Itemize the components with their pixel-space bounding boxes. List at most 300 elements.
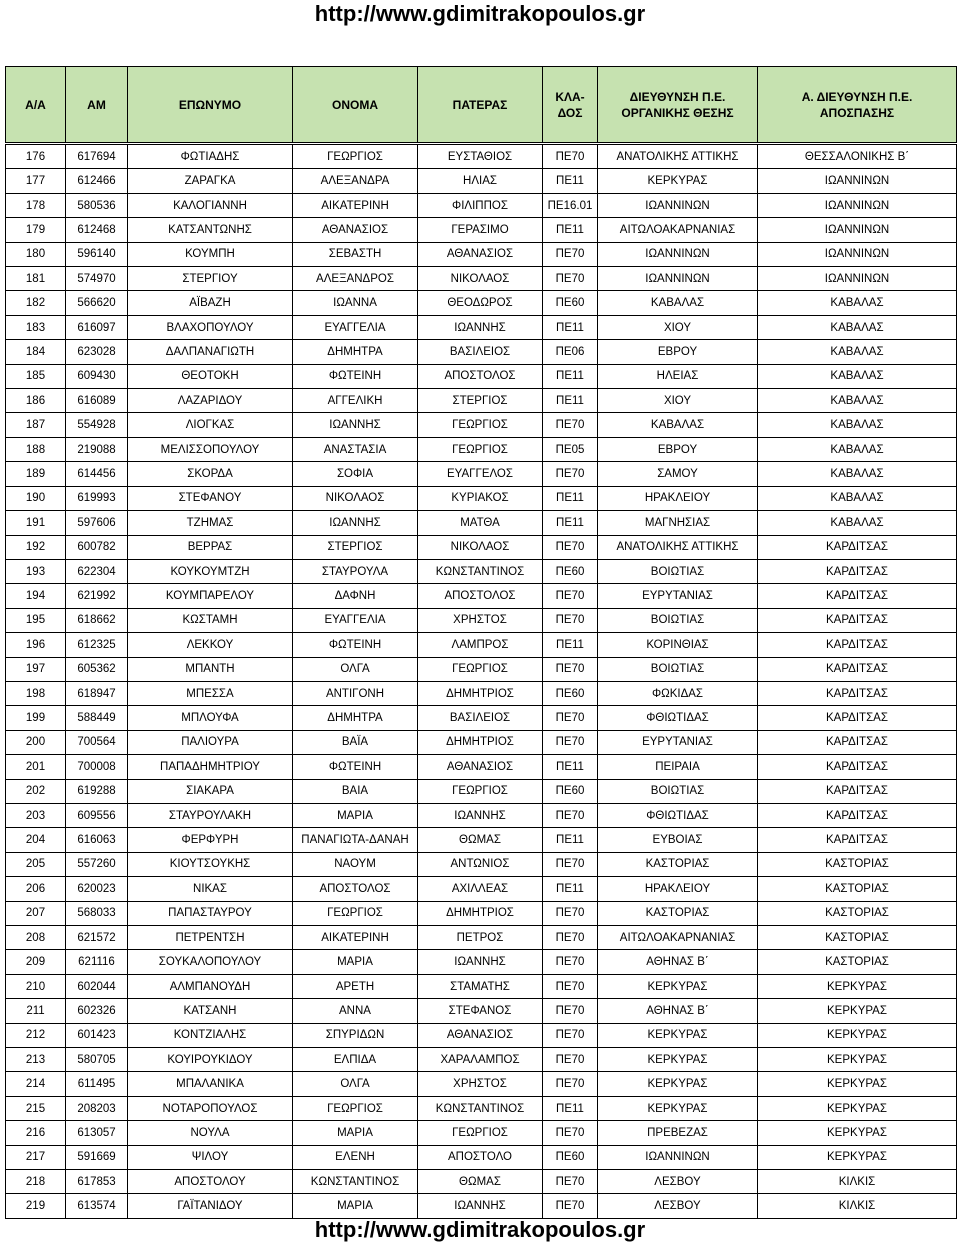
table-row	[6, 145, 957, 169]
table-cell: ΝΑΟΥΜ	[293, 852, 418, 876]
table-row	[6, 340, 957, 364]
table-cell: ΑΝΑΤΟΛΙΚΗΣ ΑΤΤΙΚΗΣ	[598, 535, 758, 559]
table-cell: ΙΩΑΝΝΗΣ	[293, 413, 418, 437]
table-cell: 619993	[66, 486, 128, 510]
table-cell: 621572	[66, 926, 128, 950]
table-cell: ΓΕΩΡΓΙΟΣ	[418, 1121, 543, 1145]
table-row	[6, 706, 957, 730]
table-cell: ΝΟΤΑΡΟΠΟΥΛΟΣ	[128, 1096, 293, 1120]
table-cell: ΚΑΒΑΛΑΣ	[758, 511, 957, 535]
table-cell: ΚΑΡΔΙΤΣΑΣ	[758, 803, 957, 827]
table-cell: 195	[6, 608, 66, 632]
table-cell: 190	[6, 486, 66, 510]
table-cell: ΚΕΡΚΥΡΑΣ	[598, 1023, 758, 1047]
table-cell: ΚΑΣΤΟΡΙΑΣ	[758, 901, 957, 925]
table-cell: 178	[6, 193, 66, 217]
table-cell: ΠΕ11	[543, 633, 598, 657]
table-cell: ΣΤΕΦΑΝΟΣ	[418, 999, 543, 1023]
table-cell: ΠΕ05	[543, 437, 598, 461]
table-cell: ΧΡΗΣΤΟΣ	[418, 608, 543, 632]
table-cell: ΚΑΡΔΙΤΣΑΣ	[758, 633, 957, 657]
table-cell: ΦΕΡΦΥΡΗ	[128, 828, 293, 852]
table-cell: ΒΛΑΧΟΠΟΥΛΟΥ	[128, 315, 293, 339]
table-cell: 622304	[66, 559, 128, 583]
table-cell: ΚΑΡΔΙΤΣΑΣ	[758, 828, 957, 852]
table-cell: 557260	[66, 852, 128, 876]
table-cell: 613057	[66, 1121, 128, 1145]
table-cell: ΠΡΕΒΕΖΑΣ	[598, 1121, 758, 1145]
table-cell: ΒΕΡΡΑΣ	[128, 535, 293, 559]
table-cell: ΜΠΑΛΑΝΙΚΑ	[128, 1072, 293, 1096]
column-header-father: ΠΑΤΕΡΑΣ	[418, 67, 543, 143]
table-cell: 609430	[66, 364, 128, 388]
footer-url[interactable]: http://www.gdimitrakopoulos.gr	[314, 1217, 646, 1242]
table-cell: 617694	[66, 145, 128, 169]
table-cell: ΜΑΓΝΗΣΙΑΣ	[598, 511, 758, 535]
table-cell: 600782	[66, 535, 128, 559]
table-cell: ΠΕ70	[543, 657, 598, 681]
table-cell: ΛΙΟΓΚΑΣ	[128, 413, 293, 437]
table-cell: ΣΤΑΜΑΤΗΣ	[418, 974, 543, 998]
table-cell: ΣΟΥΚΑΛΟΠΟΥΛΟΥ	[128, 950, 293, 974]
table-cell: ΝΟΥΛΑ	[128, 1121, 293, 1145]
table-cell: ΓΕΩΡΓΙΟΣ	[418, 657, 543, 681]
table-cell: ΑΝΑΤΟΛΙΚΗΣ ΑΤΤΙΚΗΣ	[598, 145, 758, 169]
table-cell: ΠΕ11	[543, 169, 598, 193]
table-cell: ΚΑΒΑΛΑΣ	[758, 437, 957, 461]
table-row	[6, 608, 957, 632]
table-cell: ΠΕ70	[543, 535, 598, 559]
table-cell: ΠΕ11	[543, 1096, 598, 1120]
table-cell: ΚΑΒΑΛΑΣ	[598, 291, 758, 315]
table-cell: ΠΕ70	[543, 413, 598, 437]
table-row	[6, 291, 957, 315]
table-cell: ΠΕ11	[543, 315, 598, 339]
table-cell: ΑΝΤΩΝΙΟΣ	[418, 852, 543, 876]
table-cell: ΗΡΑΚΛΕΙΟΥ	[598, 486, 758, 510]
table-cell: ΠΕ60	[543, 559, 598, 583]
table-cell: ΒΑΪΑ	[293, 730, 418, 754]
table-cell: ΙΩΑΝΝΙΝΩΝ	[758, 267, 957, 291]
table-cell: ΙΩΑΝΝΙΝΩΝ	[598, 1145, 758, 1169]
table-cell: ΣΕΒΑΣΤΗ	[293, 242, 418, 266]
table-cell: 205	[6, 852, 66, 876]
table-cell: ΣΤΑΥΡΟΥΛΑΚΗ	[128, 803, 293, 827]
table-cell: ΣΠΥΡΙΔΩΝ	[293, 1023, 418, 1047]
table-cell: ΦΩΚΙΔΑΣ	[598, 681, 758, 705]
table-cell: 602326	[66, 999, 128, 1023]
table-cell: ΨΙΛΟΥ	[128, 1145, 293, 1169]
table-cell: ΠΕ60	[543, 1145, 598, 1169]
table-row	[6, 828, 957, 852]
table-cell: 554928	[66, 413, 128, 437]
table-cell: 202	[6, 779, 66, 803]
table-row	[6, 1170, 957, 1194]
table-cell: ΦΙΛΙΠΠΟΣ	[418, 193, 543, 217]
table-cell: ΔΗΜΗΤΡΙΟΣ	[418, 901, 543, 925]
table-row	[6, 218, 957, 242]
table-cell: 612325	[66, 633, 128, 657]
table-cell: ΙΩΑΝΝΙΝΩΝ	[758, 242, 957, 266]
table-cell: ΘΕΣΣΑΛΟΝΙΚΗΣ Β΄	[758, 145, 957, 169]
table-cell: 209	[6, 950, 66, 974]
table-cell: ΚΕΡΚΥΡΑΣ	[598, 169, 758, 193]
table-cell: 186	[6, 389, 66, 413]
table-cell: ΚΑΡΔΙΤΣΑΣ	[758, 608, 957, 632]
table-cell: 189	[6, 462, 66, 486]
table-cell: 203	[6, 803, 66, 827]
table-row	[6, 633, 957, 657]
table-cell: ΚΕΡΚΥΡΑΣ	[758, 1145, 957, 1169]
table-cell: ΠΕ70	[543, 1170, 598, 1194]
table-cell: ΝΙΚΟΛΑΟΣ	[418, 535, 543, 559]
table-cell: ΙΩΑΝΝΙΝΩΝ	[598, 267, 758, 291]
table-cell: 217	[6, 1145, 66, 1169]
table-cell: ΚΑΒΑΛΑΣ	[758, 364, 957, 388]
table-cell: ΓΕΩΡΓΙΟΣ	[418, 437, 543, 461]
table-cell: 194	[6, 584, 66, 608]
table-cell: ΑΙΚΑΤΕΡΙΝΗ	[293, 193, 418, 217]
table-cell: ΓΑΪΤΑΝΙΔΟΥ	[128, 1194, 293, 1218]
table-cell: ΠΕ70	[543, 974, 598, 998]
table-cell: 580536	[66, 193, 128, 217]
table-cell: ΣΤΕΡΓΙΟΥ	[128, 267, 293, 291]
table-cell: ΑΪΒΑΖΗ	[128, 291, 293, 315]
table-cell: ΝΙΚΟΛΑΟΣ	[418, 267, 543, 291]
table-cell: ΒΟΙΩΤΙΑΣ	[598, 608, 758, 632]
table-cell: ΠΕ70	[543, 584, 598, 608]
table-cell: ΚΕΡΚΥΡΑΣ	[598, 1096, 758, 1120]
table-cell: 623028	[66, 340, 128, 364]
table-cell: ΠΕΤΡΕΝΤΣΗ	[128, 926, 293, 950]
table-cell: ΑΓΓΕΛΙΚΗ	[293, 389, 418, 413]
table-cell: 198	[6, 681, 66, 705]
table-cell: ΖΑΡΑΓΚΑ	[128, 169, 293, 193]
table-row	[6, 364, 957, 388]
header-url[interactable]: http://www.gdimitrakopoulos.gr	[314, 1, 646, 26]
table-cell: ΠΕ70	[543, 852, 598, 876]
table-cell: ΚΟΥΜΠΗ	[128, 242, 293, 266]
table-cell: ΠΕΙΡΑΙΑ	[598, 755, 758, 779]
table-cell: ΚΑΣΤΟΡΙΑΣ	[598, 852, 758, 876]
table-row	[6, 437, 957, 461]
table-cell: ΠΕ11	[543, 755, 598, 779]
table-cell: ΠΕ11	[543, 364, 598, 388]
table-cell: ΕΒΡΟΥ	[598, 437, 758, 461]
table-row	[6, 413, 957, 437]
table-row	[6, 193, 957, 217]
table-row	[6, 1048, 957, 1072]
table-cell: ΜΑΤΘΑ	[418, 511, 543, 535]
table-row	[6, 1023, 957, 1047]
table-cell: ΚΕΡΚΥΡΑΣ	[758, 974, 957, 998]
table-cell: ΕΥΑΓΓΕΛΟΣ	[418, 462, 543, 486]
table-cell: ΦΩΤΕΙΝΗ	[293, 364, 418, 388]
table-cell: 183	[6, 315, 66, 339]
table-cell: 617853	[66, 1170, 128, 1194]
table-cell: ΚΑΣΤΟΡΙΑΣ	[758, 950, 957, 974]
table-cell: ΠΕ70	[543, 1072, 598, 1096]
table-cell: ΠΕ70	[543, 1048, 598, 1072]
table-cell: ΚΑΡΔΙΤΣΑΣ	[758, 755, 957, 779]
table-cell: ΕΥΑΓΓΕΛΙΑ	[293, 315, 418, 339]
table-cell: ΜΑΡΙΑ	[293, 803, 418, 827]
table-cell: ΚΙΟΥΤΣΟΥΚΗΣ	[128, 852, 293, 876]
table-cell: 611495	[66, 1072, 128, 1096]
table-cell: ΑΧΙΛΛΕΑΣ	[418, 877, 543, 901]
table-cell: ΚΥΡΙΑΚΟΣ	[418, 486, 543, 510]
table-cell: ΝΙΚΑΣ	[128, 877, 293, 901]
table-cell: 214	[6, 1072, 66, 1096]
table-cell: 191	[6, 511, 66, 535]
table-cell: ΓΕΡΑΣΙΜΟ	[418, 218, 543, 242]
table-cell: 591669	[66, 1145, 128, 1169]
table-cell: ΚΟΥΜΠΑΡΕΛΟΥ	[128, 584, 293, 608]
table-cell: ΜΠΛΟΥΦΑ	[128, 706, 293, 730]
table-cell: ΕΥΣΤΑΘΙΟΣ	[418, 145, 543, 169]
table-cell: ΑΛΕΞΑΝΔΡΟΣ	[293, 267, 418, 291]
table-cell: ΠΕ11	[543, 877, 598, 901]
table-cell: ΚΟΥΙΡΟΥΚΙΔΟΥ	[128, 1048, 293, 1072]
table-cell: ΜΠΕΣΣΑ	[128, 681, 293, 705]
table-cell: 201	[6, 755, 66, 779]
table-cell: 204	[6, 828, 66, 852]
table-cell: ΚΑΒΑΛΑΣ	[758, 413, 957, 437]
table-cell: ΔΑΦΝΗ	[293, 584, 418, 608]
table-cell: ΛΕΚΚΟΥ	[128, 633, 293, 657]
table-cell: ΒΟΙΩΤΙΑΣ	[598, 779, 758, 803]
table-cell: ΚΑΤΣΑΝΤΩΝΗΣ	[128, 218, 293, 242]
table-cell: ΠΕ70	[543, 1121, 598, 1145]
table-row	[6, 926, 957, 950]
table-cell: ΓΕΩΡΓΙΟΣ	[293, 1096, 418, 1120]
table-cell: 219	[6, 1194, 66, 1218]
table-row	[6, 1121, 957, 1145]
table-cell: ΤΖΗΜΑΣ	[128, 511, 293, 535]
table-cell: ΚΑΡΔΙΤΣΑΣ	[758, 535, 957, 559]
column-header-organic-directorate: ΔΙΕΥΘΥΝΣΗ Π.Ε. ΟΡΓΑΝΙΚΗΣ ΘΕΣΗΣ	[598, 67, 758, 143]
table-cell: ΠΕ11	[543, 486, 598, 510]
table-cell: 188	[6, 437, 66, 461]
table-cell: ΑΝΤΙΓΟΝΗ	[293, 681, 418, 705]
table-cell: 597606	[66, 511, 128, 535]
table-cell: ΚΑΡΔΙΤΣΑΣ	[758, 779, 957, 803]
table-cell: ΑΙΤΩΛΟΑΚΑΡΝΑΝΙΑΣ	[598, 218, 758, 242]
table-cell: 616063	[66, 828, 128, 852]
table-row	[6, 901, 957, 925]
table-cell: 580705	[66, 1048, 128, 1072]
table-cell: ΙΩΑΝΝΙΝΩΝ	[598, 193, 758, 217]
table-cell: ΠΕ70	[543, 706, 598, 730]
table-cell: ΧΑΡΑΛΑΜΠΟΣ	[418, 1048, 543, 1072]
table-cell: ΚΕΡΚΥΡΑΣ	[758, 1023, 957, 1047]
table-row	[6, 803, 957, 827]
table-cell: ΒΟΙΩΤΙΑΣ	[598, 657, 758, 681]
table-cell: 616097	[66, 315, 128, 339]
table-row	[6, 999, 957, 1023]
table-cell: ΚΑΡΔΙΤΣΑΣ	[758, 730, 957, 754]
table-cell: 212	[6, 1023, 66, 1047]
table-row	[6, 462, 957, 486]
table-row	[6, 535, 957, 559]
table-cell: ΚΩΣΤΑΜΗ	[128, 608, 293, 632]
table-cell: ΚΑΣΤΟΡΙΑΣ	[758, 877, 957, 901]
table-cell: ΠΕ70	[543, 1023, 598, 1047]
table-cell: 566620	[66, 291, 128, 315]
table-cell: ΑΘΗΝΑΣ Β΄	[598, 950, 758, 974]
table-row	[6, 584, 957, 608]
table-cell: ΗΛΙΑΣ	[418, 169, 543, 193]
table-cell: ΕΒΡΟΥ	[598, 340, 758, 364]
table-cell: ΠΕΤΡΟΣ	[418, 926, 543, 950]
column-header-aa: Α/Α	[6, 67, 66, 143]
table-cell: ΑΠΟΣΤΟΛΟΣ	[418, 584, 543, 608]
table-cell: ΠΕ60	[543, 681, 598, 705]
table-cell: 616089	[66, 389, 128, 413]
table-cell: ΓΕΩΡΓΙΟΣ	[418, 413, 543, 437]
table-cell: 179	[6, 218, 66, 242]
table-cell: ΚΑΒΑΛΑΣ	[598, 413, 758, 437]
table-cell: ΚΙΛΚΙΣ	[758, 1194, 957, 1218]
table-cell: 210	[6, 974, 66, 998]
table-row	[6, 1194, 957, 1218]
table-cell: ΚΕΡΚΥΡΑΣ	[758, 1121, 957, 1145]
table-cell: ΑΙΤΩΛΟΑΚΑΡΝΑΝΙΑΣ	[598, 926, 758, 950]
table-cell: ΑΝΝΑ	[293, 999, 418, 1023]
table-cell: ΚΕΡΚΥΡΑΣ	[758, 1072, 957, 1096]
table-cell: ΠΑΠΑΔΗΜΗΤΡΙΟΥ	[128, 755, 293, 779]
table-cell: 618662	[66, 608, 128, 632]
table-cell: 621116	[66, 950, 128, 974]
table-cell: 215	[6, 1096, 66, 1120]
table-cell: 700564	[66, 730, 128, 754]
table-cell: 216	[6, 1121, 66, 1145]
table-cell: ΠΕ70	[543, 926, 598, 950]
table-cell: 200	[6, 730, 66, 754]
table-cell: ΠΕ60	[543, 779, 598, 803]
table-cell: ΒΟΙΩΤΙΑΣ	[598, 559, 758, 583]
table-cell: 176	[6, 145, 66, 169]
table-cell: ΔΗΜΗΤΡΙΟΣ	[418, 681, 543, 705]
table-cell: ΚΑΤΣΑΝΗ	[128, 999, 293, 1023]
table-cell: ΓΕΩΡΓΙΟΣ	[293, 145, 418, 169]
table-cell: ΚΑΒΑΛΑΣ	[758, 486, 957, 510]
table-cell: ΠΕ11	[543, 828, 598, 852]
table-cell: ΚΩΝΣΤΑΝΤΙΝΟΣ	[293, 1170, 418, 1194]
table-cell: ΑΠΟΣΤΟΛΟ	[418, 1145, 543, 1169]
table-cell: ΣΤΑΥΡΟΥΛΑ	[293, 559, 418, 583]
table-cell: 193	[6, 559, 66, 583]
table-cell: ΜΠΑΝΤΗ	[128, 657, 293, 681]
table-cell: ΙΩΑΝΝΙΝΩΝ	[598, 242, 758, 266]
table-row	[6, 559, 957, 583]
table-cell: ΑΠΟΣΤΟΛΟΥ	[128, 1170, 293, 1194]
table-cell: ΒΑΙΑ	[293, 779, 418, 803]
table-cell: ΠΕ06	[543, 340, 598, 364]
table-cell: ΦΩΤΙΑΔΗΣ	[128, 145, 293, 169]
table-cell: 192	[6, 535, 66, 559]
table-cell: ΕΛΠΙΔΑ	[293, 1048, 418, 1072]
table-cell: ΚΑΡΔΙΤΣΑΣ	[758, 657, 957, 681]
table-cell: ΣΑΜΟΥ	[598, 462, 758, 486]
table-cell: 218	[6, 1170, 66, 1194]
table-cell: ΣΟΦΙΑ	[293, 462, 418, 486]
table-cell: ΙΩΑΝΝΗΣ	[293, 511, 418, 535]
table-cell: 184	[6, 340, 66, 364]
table-cell: ΚΟΝΤΖΙΑΛΗΣ	[128, 1023, 293, 1047]
table-row	[6, 511, 957, 535]
table-cell: ΚΑΣΤΟΡΙΑΣ	[598, 901, 758, 925]
table-cell: ΦΘΙΩΤΙΔΑΣ	[598, 706, 758, 730]
table-cell: ΧΙΟΥ	[598, 315, 758, 339]
table-cell: 187	[6, 413, 66, 437]
table-cell: ΣΤΕΡΓΙΟΣ	[418, 389, 543, 413]
table-cell: ΠΕ70	[543, 1194, 598, 1218]
table-cell: ΝΙΚΟΛΑΟΣ	[293, 486, 418, 510]
table-cell: ΕΛΕΝΗ	[293, 1145, 418, 1169]
table-cell: ΣΤΕΦΑΝΟΥ	[128, 486, 293, 510]
table-cell: ΚΑΒΑΛΑΣ	[758, 462, 957, 486]
table-cell: ΚΕΡΚΥΡΑΣ	[758, 1096, 957, 1120]
table-cell: ΜΑΡΙΑ	[293, 1194, 418, 1218]
table-cell: ΚΕΡΚΥΡΑΣ	[598, 1072, 758, 1096]
table-cell: ΛΑΜΠΡΟΣ	[418, 633, 543, 657]
table-cell: ΧΙΟΥ	[598, 389, 758, 413]
table-row	[6, 1145, 957, 1169]
table-cell: 700008	[66, 755, 128, 779]
table-cell: ΦΩΤΕΙΝΗ	[293, 633, 418, 657]
table-cell: ΘΩΜΑΣ	[418, 1170, 543, 1194]
table-cell: ΕΥΡΥΤΑΝΙΑΣ	[598, 730, 758, 754]
table-cell: 219088	[66, 437, 128, 461]
column-header-surname: ΕΠΩΝΥΜΟ	[128, 67, 293, 143]
table-cell: 208	[6, 926, 66, 950]
table-cell: ΘΩΜΑΣ	[418, 828, 543, 852]
table-row	[6, 1096, 957, 1120]
table-cell: 588449	[66, 706, 128, 730]
table-cell: ΛΕΣΒΟΥ	[598, 1194, 758, 1218]
table-cell: ΚΑΣΤΟΡΙΑΣ	[758, 852, 957, 876]
table-cell: 618947	[66, 681, 128, 705]
table-cell: 211	[6, 999, 66, 1023]
table-cell: ΑΛΜΠΑΝΟΥΔΗ	[128, 974, 293, 998]
table-cell: 602044	[66, 974, 128, 998]
table-cell: ΗΛΕΙΑΣ	[598, 364, 758, 388]
table-cell: 568033	[66, 901, 128, 925]
table-cell: ΚΙΛΚΙΣ	[758, 1170, 957, 1194]
column-header-specialty: ΚΛΑ- ΔΟΣ	[543, 67, 598, 143]
table-cell: ΠΕ70	[543, 999, 598, 1023]
table-cell: 612468	[66, 218, 128, 242]
table-cell: ΠΕ16.01	[543, 193, 598, 217]
table-cell: 213	[6, 1048, 66, 1072]
table-cell: ΔΗΜΗΤΡΑ	[293, 706, 418, 730]
table-cell: 196	[6, 633, 66, 657]
table-cell: ΜΕΛΙΣΣΟΠΟΥΛΟΥ	[128, 437, 293, 461]
table-cell: ΙΩΑΝΝΗΣ	[418, 803, 543, 827]
table-row	[6, 169, 957, 193]
table-cell: ΠΕ60	[543, 291, 598, 315]
table-cell: ΚΑΒΑΛΑΣ	[758, 291, 957, 315]
table-cell: 596140	[66, 242, 128, 266]
table-cell: ΚΑΒΑΛΑΣ	[758, 315, 957, 339]
table-cell: 601423	[66, 1023, 128, 1047]
table-row	[6, 242, 957, 266]
table-cell: ΚΑΡΔΙΤΣΑΣ	[758, 559, 957, 583]
table-cell: 185	[6, 364, 66, 388]
table-cell: ΚΑΛΟΓΙΑΝΝΗ	[128, 193, 293, 217]
table-cell: ΚΑΡΔΙΤΣΑΣ	[758, 584, 957, 608]
